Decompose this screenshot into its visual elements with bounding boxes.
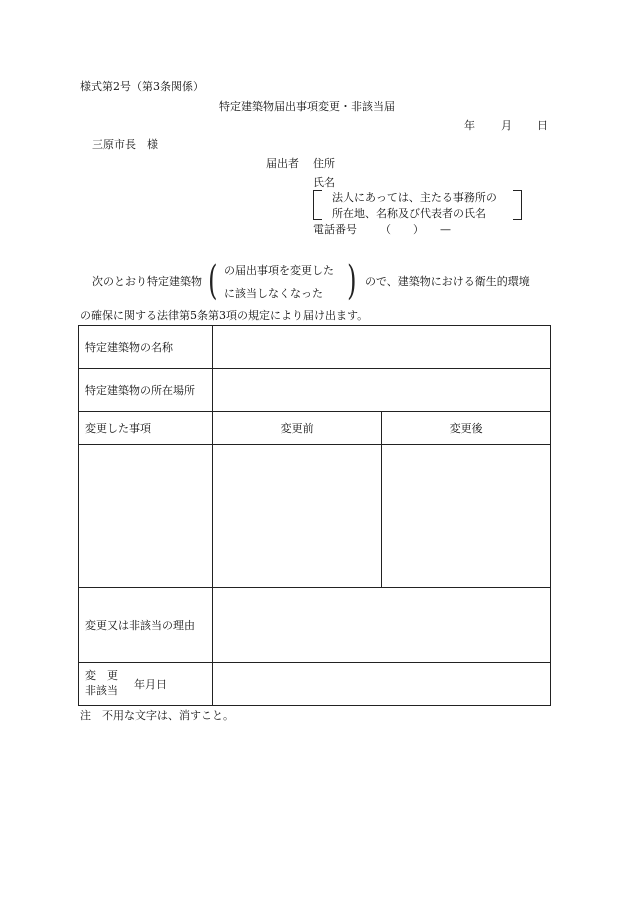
corp-note-line1: 法人にあっては、主たる事務所の (332, 191, 497, 204)
table-row (79, 326, 551, 369)
option-not-applicable: に該当しなくなった (224, 287, 323, 300)
date-label-suffix: 年月日 (134, 678, 167, 691)
table-row (79, 369, 551, 412)
changed-item-field[interactable] (79, 445, 213, 588)
reason-label: 変更又は非該当の理由 (79, 588, 213, 663)
changed-item-label: 変更した事項 (79, 412, 213, 445)
right-brace: ) (347, 258, 357, 304)
building-location-label: 特定建築物の所在場所 (79, 369, 213, 412)
date-year: 年 (464, 119, 475, 132)
addressee: 三原市長 様 (92, 138, 158, 151)
building-location-field[interactable] (212, 369, 550, 412)
form-number: 様式第2号（第3条関係） (80, 80, 204, 93)
corp-note-line2: 所在地、名称及び代表者の氏名 (332, 207, 486, 220)
date-day: 日 (537, 119, 548, 132)
corp-note-left-bracket (313, 190, 322, 220)
left-brace: ( (208, 258, 218, 304)
corp-note-right-bracket (513, 190, 522, 220)
after-field[interactable] (382, 445, 551, 588)
before-label: 変更前 (212, 412, 382, 445)
table-row (79, 588, 551, 663)
form-table (78, 325, 551, 706)
date-label-change: 変 更 (85, 669, 118, 683)
after-label: 変更後 (382, 412, 551, 445)
table-row (79, 412, 551, 445)
date-field[interactable] (212, 663, 550, 706)
body-lead: 次のとおり特定建築物 (92, 275, 202, 288)
phone-label: 電話番号 (313, 223, 357, 236)
table-row (79, 663, 551, 706)
phone-dash: — (440, 223, 451, 236)
building-name-field[interactable] (212, 326, 550, 369)
footnote: 注 不用な文字は、消すこと。 (80, 709, 234, 722)
applicant-label: 届出者 (266, 157, 299, 170)
option-changed: の届出事項を変更した (224, 264, 334, 277)
body-line2: の確保に関する法律第5条第3項の規定により届け出ます。 (80, 309, 369, 322)
date-label-nonapplicable: 非該当 (85, 684, 118, 697)
address-label: 住所 (313, 157, 335, 170)
date-label-cell (79, 663, 213, 706)
name-label: 氏名 (313, 176, 335, 189)
document-title: 特定建築物届出事項変更・非該当届 (219, 100, 395, 113)
date-month: 月 (501, 119, 512, 132)
building-name-label: 特定建築物の名称 (79, 326, 213, 369)
before-field[interactable] (212, 445, 382, 588)
reason-field[interactable] (212, 588, 550, 663)
table-row (79, 445, 551, 588)
body-tail: ので、建築物における衛生的環境 (365, 275, 530, 288)
phone-paren: （ ） (380, 223, 424, 236)
